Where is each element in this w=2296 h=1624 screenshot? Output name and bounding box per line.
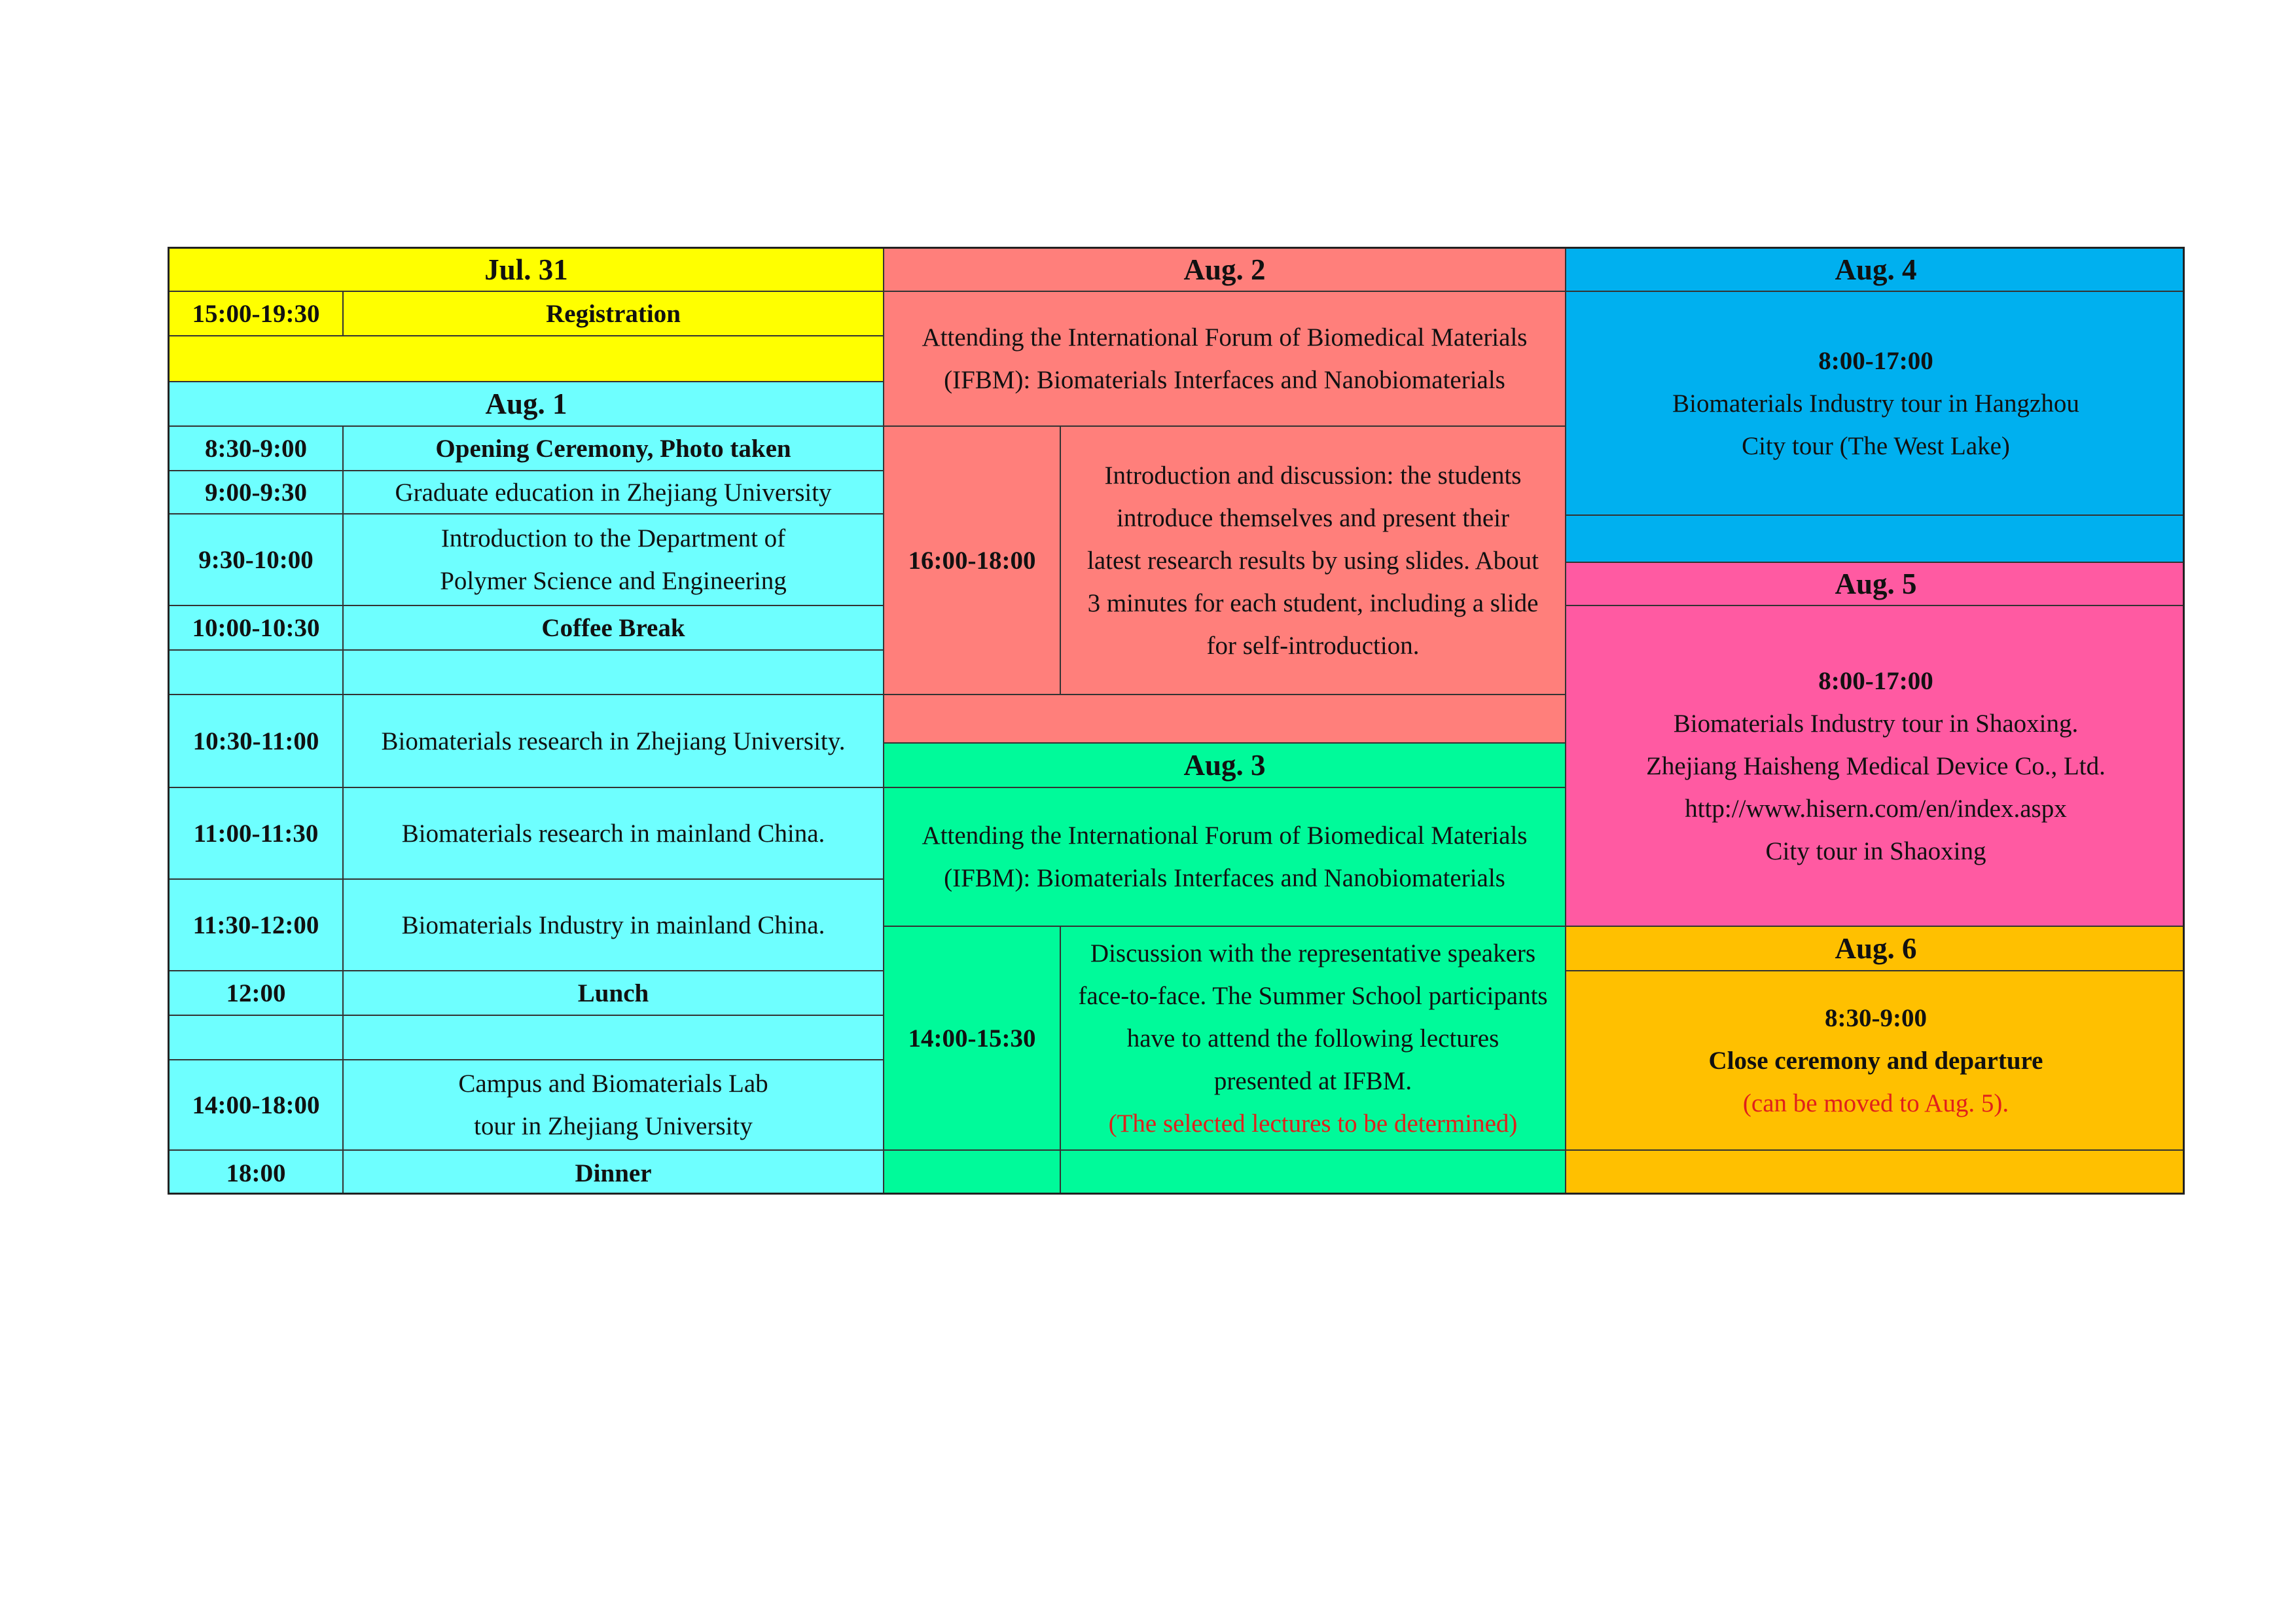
aug2-empty-row	[884, 695, 1566, 744]
aug6-header: Aug. 6	[1566, 927, 2185, 971]
aug1-item-9: Campus and Biomaterials Lab tour in Zhejiang University	[344, 1060, 884, 1151]
aug3-empty-text	[1061, 1151, 1566, 1195]
aug3-session-note: (The selected lectures to be determined)	[1108, 1109, 1518, 1138]
aug5-header: Aug. 5	[1566, 563, 2185, 606]
aug4-line2: City tour (The West Lake)	[1742, 431, 2010, 460]
aug5-time: 8:00-17:00	[1818, 666, 1933, 695]
aug1-item-1: Opening Ceremony, Photo taken	[344, 427, 884, 471]
aug1-time-3: 9:30-10:00	[170, 514, 344, 606]
aug1-item-2: Graduate education in Zhejiang University	[344, 471, 884, 514]
aug1-time-7: 11:30-12:00	[170, 880, 344, 971]
aug1-item-8: Lunch	[344, 971, 884, 1016]
jul31-empty-row	[170, 336, 884, 382]
aug1-time-4: 10:00-10:30	[170, 606, 344, 651]
aug2-session-text: Introduction and discussion: the students introduce themselves and present their latest research results by using slides. About 3 minutes for each student, including a slide for self-introduction.	[1061, 427, 1566, 695]
jul31-registration-time: 15:00-19:30	[170, 292, 344, 336]
aug5-line4: City tour in Shaoxing	[1765, 837, 1986, 865]
schedule-table	[168, 247, 2185, 1195]
aug1-item-5: Biomaterials research in Zhejiang University.	[344, 695, 884, 788]
aug5-url: http://www.hisern.com/en/index.aspx	[1685, 794, 2067, 823]
aug2-session-time: 16:00-18:00	[884, 427, 1061, 695]
aug4-line1: Biomaterials Industry tour in Hangzhou	[1672, 389, 2079, 418]
aug2-header: Aug. 2	[884, 249, 1566, 292]
aug3-session-text: Discussion with the representative speakers face-to-face. The Summer School participants have to attend the following lectures presented at IFBM.	[1078, 939, 1548, 1095]
aug4-time: 8:00-17:00	[1818, 346, 1933, 375]
aug1-item-4: Coffee Break	[344, 606, 884, 651]
aug1-time-9: 14:00-18:00	[170, 1060, 344, 1151]
jul31-registration-label: Registration	[344, 292, 884, 336]
aug1-empty-item-2	[344, 1016, 884, 1060]
aug6-details	[1566, 971, 2185, 1151]
aug1-item-7: Biomaterials Industry in mainland China.	[344, 880, 884, 971]
aug5-line2: Zhejiang Haisheng Medical Device Co., Ltd.	[1646, 751, 2106, 780]
aug1-time-2: 9:00-9:30	[170, 471, 344, 514]
aug6-time: 8:30-9:00	[1825, 1003, 1927, 1032]
aug1-item-3: Introduction to the Department of Polymer Science and Engineering	[344, 514, 884, 606]
aug3-session	[1061, 927, 1566, 1151]
aug6-title: Close ceremony and departure	[1708, 1046, 2043, 1075]
aug1-empty-time	[170, 651, 344, 695]
aug4-empty-row	[1566, 516, 2185, 563]
aug2-forum: Attending the International Forum of Biomedical Materials (IFBM): Biomaterials Interfaces and Nanobiomaterials	[884, 292, 1566, 427]
aug4-details	[1566, 292, 2185, 516]
aug1-item-10: Dinner	[344, 1151, 884, 1195]
aug4-header: Aug. 4	[1566, 249, 2185, 292]
aug3-session-time: 14:00-15:30	[884, 927, 1061, 1151]
aug1-time-10: 18:00	[170, 1151, 344, 1195]
aug1-time-1: 8:30-9:00	[170, 427, 344, 471]
aug1-empty-time-2	[170, 1016, 344, 1060]
aug1-empty-item	[344, 651, 884, 695]
aug6-note: (can be moved to Aug. 5).	[1742, 1089, 2009, 1117]
aug3-header: Aug. 3	[884, 744, 1566, 788]
aug5-details	[1566, 606, 2185, 927]
aug6-empty-row	[1566, 1151, 2185, 1195]
aug1-header: Aug. 1	[170, 382, 884, 427]
aug3-forum: Attending the International Forum of Biomedical Materials (IFBM): Biomaterials Interfaces and Nanobiomaterials	[884, 788, 1566, 927]
aug1-time-5: 10:30-11:00	[170, 695, 344, 788]
jul31-header: Jul. 31	[170, 249, 884, 292]
aug1-item-6: Biomaterials research in mainland China.	[344, 788, 884, 880]
aug1-time-8: 12:00	[170, 971, 344, 1016]
aug3-empty-time	[884, 1151, 1061, 1195]
aug5-line1: Biomaterials Industry tour in Shaoxing.	[1673, 709, 2079, 738]
aug1-time-6: 11:00-11:30	[170, 788, 344, 880]
